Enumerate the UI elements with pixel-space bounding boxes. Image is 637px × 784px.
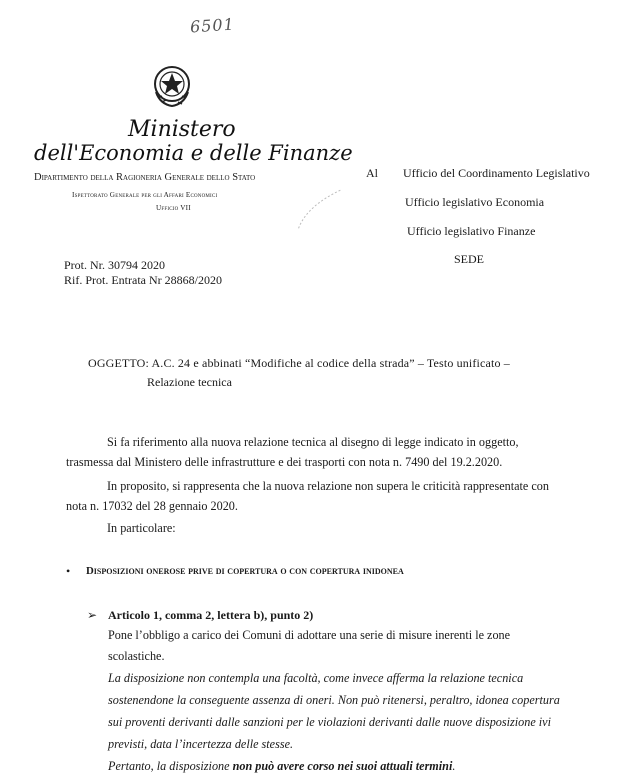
inspectorate-name: Ispettorato Generale per gli Affari Economici: [72, 191, 218, 199]
article-italic-line-2: sostenendone la conseguente assenza di oneri. Non può ritenersi, peraltro, idonea copertura: [108, 693, 560, 707]
paragraph-1-line-2: trasmessa dal Ministero delle infrastrutture e dei trasporti con nota n. 7490 del 19.2.2020.: [66, 455, 503, 469]
protocol-number: Prot. Nr. 30794 2020: [64, 258, 166, 272]
recipient-1: Ufficio del Coordinamento Legislativo: [403, 166, 590, 180]
handwritten-number: 6501: [189, 14, 236, 37]
recipient-3: Ufficio legislativo Finanze: [407, 224, 536, 238]
received-stamp: [287, 183, 352, 234]
subject-line: [88, 356, 510, 371]
subject-label: OGGETTO:: [88, 356, 149, 370]
paragraph-1-line-1: Si fa riferimento alla nuova relazione tecnica al disegno di legge indicato in oggetto,: [107, 435, 519, 449]
recipient-2: Ufficio legislativo Economia: [405, 195, 545, 209]
arrow-bullet-icon: ➢: [87, 608, 98, 622]
article-italic-line-4: previsti, data l’incertezza delle stesse.: [108, 737, 294, 751]
article-italic-line-1: La disposizione non contempla una facoltà, come invece afferma la relazione tecnica: [108, 671, 524, 685]
section-bullet: •: [66, 564, 71, 578]
article-text-line-1: Pone l’obbligo a carico dei Comuni di adottare una serie di misure inerenti le zone: [108, 628, 511, 642]
department-name: Dipartimento della Ragioneria Generale dello Stato: [34, 172, 256, 183]
recipient-label: Al: [366, 166, 378, 180]
ministry-subtitle: dell'Economia e delle Finanze: [34, 141, 353, 165]
paragraph-2-line-2: nota n. 17032 del 28 gennaio 2020.: [66, 499, 238, 513]
paragraph-2-line-1: In proposito, si rappresenta che la nuova relazione non supera le criticità rappresentate con: [107, 479, 549, 493]
section-heading: Disposizioni onerose prive di copertura o con copertura inidonea: [86, 565, 404, 577]
subject-text: A.C. 24 e abbinati “Modifiche al codice della strada” – Testo unificato –: [151, 356, 510, 370]
conclusion-bold: non può avere corso nei suoi attuali termini: [232, 759, 453, 773]
article-heading: Articolo 1, comma 2, lettera b), punto 2): [108, 608, 314, 622]
paragraph-3: In particolare:: [107, 521, 176, 535]
reference-protocol: Rif. Prot. Entrata Nr 28868/2020: [64, 273, 222, 287]
article-conclusion: [108, 756, 455, 776]
republic-emblem-icon: [150, 62, 194, 115]
subject-line-2: Relazione tecnica: [147, 375, 232, 389]
conclusion-end: .: [452, 759, 456, 773]
conclusion-start: Pertanto, la disposizione: [108, 759, 233, 773]
ministry-title: Ministero: [128, 117, 236, 142]
recipient-sede: SEDE: [454, 252, 484, 266]
office-name: Ufficio VII: [156, 204, 191, 212]
article-text-line-2: scolastiche.: [108, 649, 165, 663]
article-italic-line-3: sui proventi derivanti dalle sanzioni per le violazioni derivanti dalle nuove disposizione ivi: [108, 715, 551, 729]
